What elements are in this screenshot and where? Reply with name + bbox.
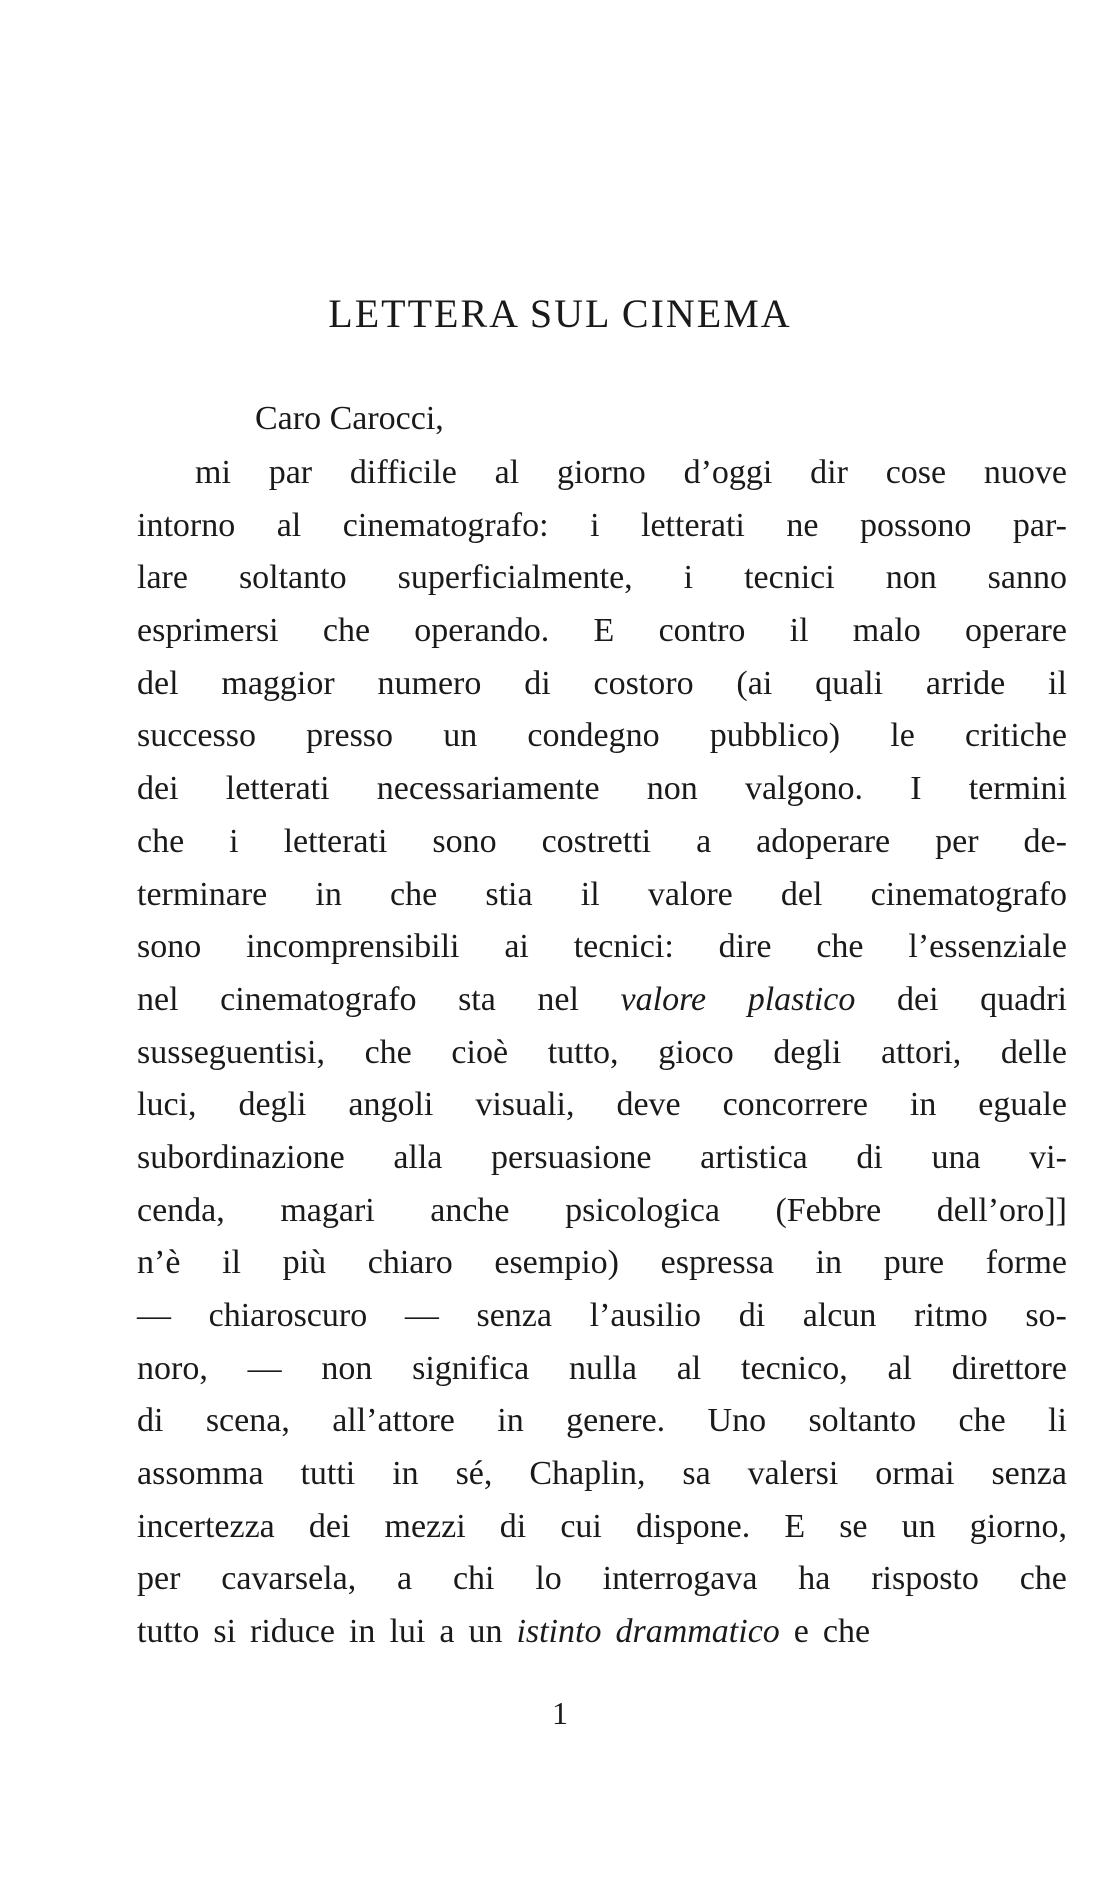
word: intorno	[137, 506, 236, 544]
word: che	[364, 1033, 412, 1071]
word: più	[282, 1244, 327, 1282]
word: visuali,	[475, 1086, 575, 1124]
word: superficialmente,	[397, 559, 633, 597]
text-line	[137, 869, 1067, 922]
word: quali	[815, 664, 884, 702]
word: cinematografo:	[342, 506, 549, 544]
word: una	[931, 1138, 981, 1176]
word: un	[443, 717, 478, 755]
text-line	[137, 816, 1067, 869]
word: riduce	[250, 1613, 335, 1651]
word: giorno	[557, 454, 646, 491]
word: che	[1019, 1560, 1067, 1598]
word: dei	[137, 770, 179, 808]
word: al	[494, 454, 520, 491]
word: in	[815, 1244, 843, 1282]
word: adoperare	[756, 822, 891, 860]
word: cinematografo	[870, 875, 1067, 913]
word: scena,	[205, 1402, 290, 1440]
text-line	[137, 1343, 1067, 1396]
word: par-	[1012, 506, 1067, 544]
word: direttore	[951, 1349, 1067, 1387]
word: degli	[238, 1086, 307, 1124]
word: un	[468, 1613, 503, 1651]
text-line	[137, 1185, 1067, 1238]
word: i	[229, 822, 239, 860]
word: si	[213, 1613, 237, 1651]
word: soltanto	[808, 1402, 917, 1440]
word: tecnico,	[741, 1349, 848, 1387]
word: espressa	[660, 1244, 774, 1282]
word: termini	[968, 770, 1067, 808]
word: il	[222, 1244, 241, 1282]
word: sono	[137, 928, 202, 966]
word: valersi	[747, 1455, 839, 1493]
word: di	[137, 1402, 164, 1440]
word: incertezza	[137, 1507, 275, 1545]
text-line	[137, 658, 1067, 711]
word: dispone.	[635, 1507, 751, 1545]
word: dire	[718, 928, 772, 966]
word: chi	[452, 1560, 495, 1598]
word: li	[1048, 1402, 1067, 1440]
text-line	[137, 1237, 1067, 1290]
word: le	[890, 717, 915, 755]
text-line	[137, 1079, 1067, 1132]
salutation: Caro Carocci,	[255, 400, 444, 437]
word: psicologica	[565, 1191, 720, 1229]
word: concorrere	[722, 1086, 868, 1124]
word: attori,	[881, 1033, 962, 1071]
word: che	[816, 928, 864, 966]
word: mi	[195, 454, 231, 491]
word: in	[348, 1613, 376, 1651]
word: eguale	[978, 1086, 1067, 1124]
word: valore	[620, 980, 707, 1018]
word: tecnici	[744, 559, 835, 597]
word: costretti	[541, 822, 652, 860]
word: susseguentisi,	[137, 1033, 325, 1071]
word: non	[321, 1349, 373, 1387]
word: successo	[137, 717, 256, 755]
word: che	[390, 875, 438, 913]
word: ha	[798, 1560, 831, 1598]
word: drammatico	[615, 1613, 780, 1651]
word: esempio)	[494, 1244, 619, 1282]
word: cinematografo	[220, 980, 417, 1018]
word: in	[909, 1086, 937, 1124]
word: par	[268, 454, 313, 491]
word: angoli	[348, 1086, 434, 1124]
chapter-title: LETTERA SUL CINEMA	[328, 291, 792, 336]
word: (Febbre	[775, 1191, 882, 1229]
word: cavarsela,	[221, 1560, 357, 1598]
word: dei	[308, 1507, 351, 1545]
word: del	[137, 664, 179, 702]
word: di	[738, 1297, 766, 1334]
word: alla	[393, 1138, 443, 1176]
word: soltanto	[238, 559, 347, 597]
word: a	[439, 1613, 455, 1651]
word: gioco	[658, 1033, 734, 1071]
word: che	[137, 822, 185, 860]
word: se	[839, 1507, 868, 1545]
word: tecnici:	[573, 928, 674, 966]
word: nel	[537, 980, 579, 1018]
word: critiche	[965, 717, 1067, 755]
word: stia	[485, 875, 533, 913]
word: pubblico)	[709, 717, 841, 755]
word: vi-	[1029, 1138, 1067, 1176]
text-line	[137, 974, 1067, 1027]
word: giorno,	[969, 1507, 1067, 1545]
word: artistica	[700, 1138, 808, 1176]
word: malo	[852, 612, 921, 650]
text-line	[137, 710, 1067, 763]
word: significa	[412, 1349, 530, 1387]
word: persuasione	[491, 1138, 652, 1176]
word: operando.	[414, 612, 550, 650]
word: contro	[658, 612, 746, 650]
word: non	[646, 770, 698, 808]
word: nuove	[983, 454, 1067, 491]
word: l’ausilio	[589, 1297, 702, 1334]
word: per	[935, 822, 979, 860]
text-line	[137, 1290, 1067, 1343]
word: a	[397, 1560, 413, 1598]
word: che	[822, 1613, 871, 1651]
word: luci,	[137, 1086, 197, 1124]
word: chiaro	[367, 1244, 453, 1282]
word: dei	[896, 980, 939, 1018]
text-line	[137, 1448, 1067, 1501]
letter-body	[137, 447, 1067, 1659]
word: sa	[682, 1455, 711, 1493]
word: operare	[965, 612, 1067, 650]
word: E	[593, 612, 615, 650]
word: il	[1048, 664, 1067, 702]
word: magari	[280, 1191, 375, 1229]
word: Uno	[707, 1402, 767, 1440]
word: I	[910, 770, 922, 808]
word: risposto	[871, 1560, 979, 1598]
word: il	[789, 612, 809, 650]
word: letterati	[225, 770, 330, 808]
word: letterati	[283, 822, 388, 860]
word: sé,	[455, 1455, 493, 1493]
word: plastico	[747, 980, 856, 1018]
word: e	[793, 1613, 809, 1651]
word: tutto	[137, 1613, 200, 1651]
word: condegno	[527, 717, 660, 755]
word: necessariamente	[376, 770, 600, 808]
word: che	[322, 612, 371, 650]
word: delle	[1000, 1033, 1067, 1071]
word: anche	[430, 1191, 510, 1229]
word: al	[676, 1349, 702, 1387]
word: possono	[859, 506, 972, 544]
word: senza	[476, 1297, 552, 1334]
word: de-	[1023, 822, 1067, 860]
word: senza	[991, 1455, 1067, 1493]
word: incomprensibili	[246, 928, 460, 966]
word: interrogava	[602, 1560, 758, 1598]
word: cose	[885, 454, 947, 491]
word: difficile	[349, 454, 457, 491]
word: ormai	[875, 1455, 955, 1493]
word: un	[901, 1507, 936, 1545]
word: di	[524, 664, 551, 702]
word: l’essenziale	[908, 928, 1067, 966]
word: terminare	[137, 875, 268, 913]
word: ai	[504, 928, 529, 966]
word: arride	[925, 664, 1006, 702]
word: lui	[389, 1613, 426, 1651]
text-line	[137, 763, 1067, 816]
word: quadri	[980, 980, 1067, 1018]
word: dell’oro]]	[936, 1191, 1067, 1229]
word: del	[780, 875, 823, 913]
word: degli	[773, 1033, 842, 1071]
word: cioè	[451, 1033, 509, 1071]
text-line	[137, 500, 1067, 553]
word: chiaroscuro	[208, 1297, 368, 1334]
word: in	[392, 1455, 419, 1493]
word: deve	[616, 1086, 681, 1124]
word: lo	[535, 1560, 562, 1598]
page-number: 1	[552, 1695, 568, 1731]
word: forme	[985, 1244, 1067, 1282]
word: istinto	[516, 1613, 602, 1651]
word: letterati	[641, 506, 745, 544]
text-line	[137, 447, 1067, 500]
text-line	[137, 1132, 1067, 1185]
word: (ai	[736, 664, 773, 702]
word: a	[696, 822, 712, 860]
word: sono	[432, 822, 497, 860]
word: al	[276, 506, 302, 544]
word: mezzi	[384, 1507, 466, 1545]
word: nel	[137, 980, 179, 1018]
word: alcun	[802, 1297, 877, 1334]
word: i	[590, 506, 600, 544]
word: in	[497, 1402, 524, 1440]
word: sanno	[987, 559, 1067, 597]
word: in	[315, 875, 342, 913]
word: di	[856, 1138, 883, 1176]
text-line	[137, 1395, 1067, 1448]
word: genere.	[566, 1402, 666, 1440]
word: presso	[306, 717, 394, 755]
word: cenda,	[137, 1191, 225, 1229]
word: i	[683, 559, 694, 597]
word: lare	[137, 559, 188, 597]
word: ritmo	[914, 1297, 988, 1334]
word: —	[247, 1349, 282, 1387]
word: assomma	[137, 1455, 264, 1493]
word: maggior	[221, 664, 335, 702]
word: che	[958, 1402, 1006, 1440]
word: valore	[647, 875, 733, 913]
text-line	[137, 1501, 1067, 1554]
word: subordinazione	[137, 1138, 345, 1176]
word: n’è	[137, 1244, 181, 1282]
word: —	[137, 1297, 171, 1334]
word: —	[404, 1297, 439, 1334]
word: E	[784, 1507, 806, 1545]
word: cui	[560, 1507, 602, 1545]
text-line	[137, 552, 1067, 605]
word: ne	[786, 506, 819, 544]
word: tutto,	[547, 1033, 619, 1071]
word: sta	[458, 980, 496, 1018]
text-line	[137, 1027, 1067, 1080]
word: noro,	[137, 1349, 208, 1387]
text-line	[137, 605, 1067, 658]
word: esprimersi	[137, 612, 279, 650]
word: pure	[883, 1244, 945, 1282]
text-line	[137, 1606, 1067, 1659]
word: d’oggi	[683, 454, 773, 491]
word: dir	[810, 454, 848, 491]
word: numero	[377, 664, 482, 702]
word: non	[885, 559, 937, 597]
word: tutti	[300, 1455, 356, 1493]
word: valgono.	[744, 770, 863, 808]
word: costoro	[593, 664, 694, 702]
word: per	[137, 1560, 181, 1598]
text-line	[137, 921, 1067, 974]
word: all’attore	[332, 1402, 455, 1440]
word: nulla	[568, 1349, 637, 1387]
text-line	[137, 1553, 1067, 1606]
word: Chaplin,	[529, 1455, 646, 1493]
word: al	[887, 1349, 913, 1387]
word: il	[580, 875, 600, 913]
word: di	[499, 1507, 527, 1545]
word: so-	[1025, 1297, 1067, 1334]
